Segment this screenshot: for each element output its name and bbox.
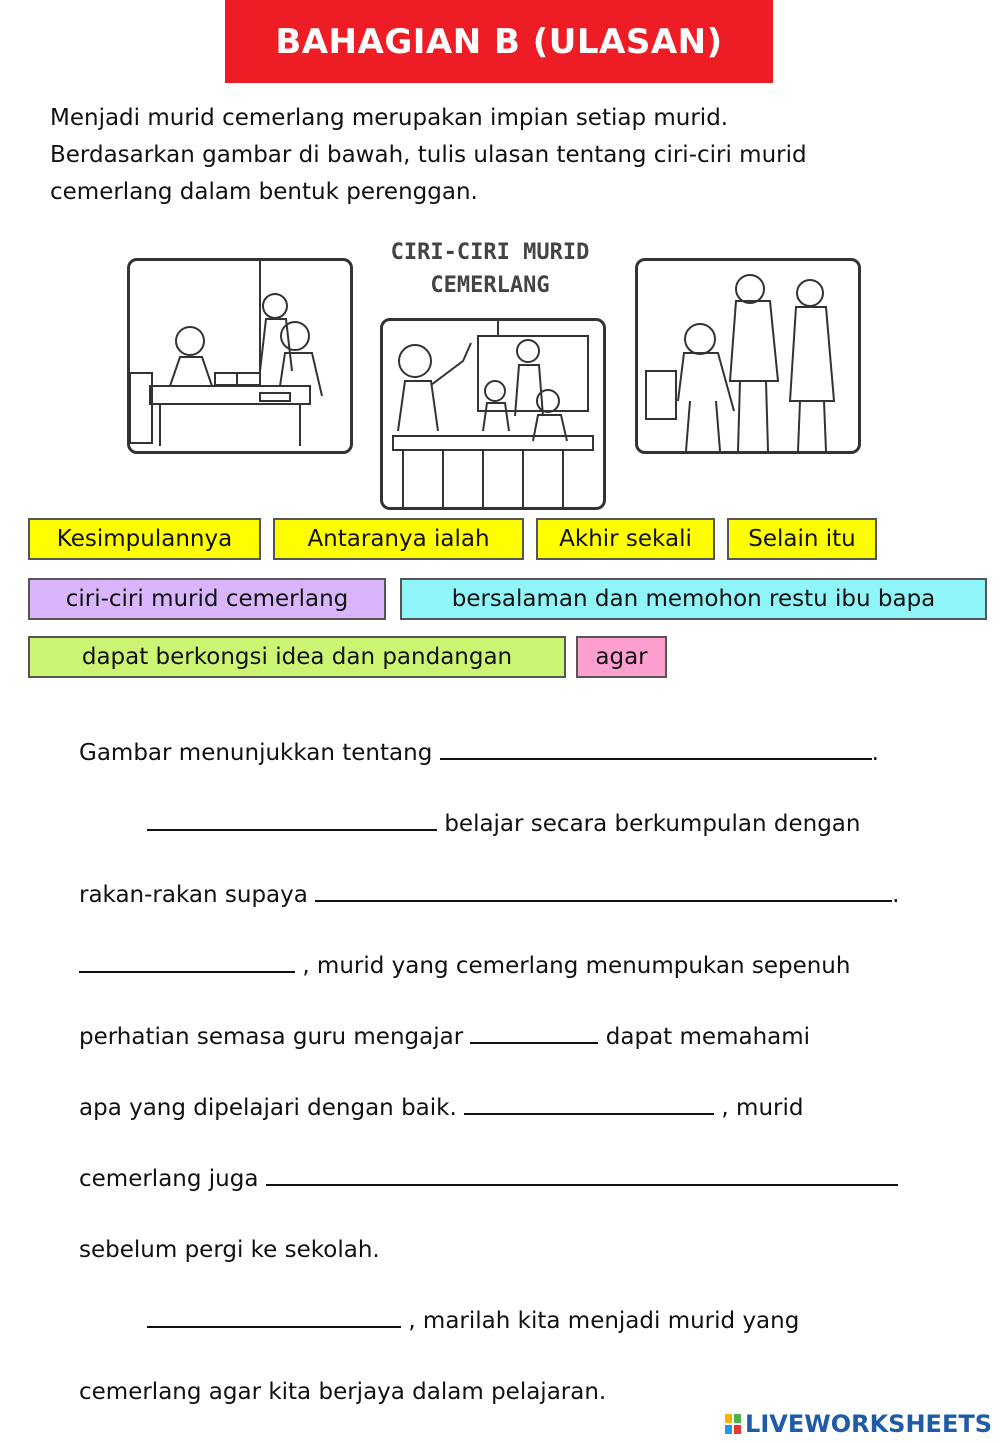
answer-blank-5[interactable] xyxy=(470,1022,598,1044)
caption-line: CEMERLANG xyxy=(430,273,550,298)
title-banner xyxy=(225,0,773,83)
passage-line-10 xyxy=(79,1377,949,1407)
word-chip-selain-itu[interactable]: Selain itu xyxy=(727,518,877,560)
picture-caption xyxy=(380,236,600,302)
liveworksheets-logo xyxy=(725,1410,992,1438)
passage-line-6 xyxy=(79,1093,949,1123)
word-chip-akhir-sekali[interactable]: Akhir sekali xyxy=(536,518,715,560)
passage-text: sebelum pergi ke sekolah. xyxy=(79,1237,380,1263)
instruction-line: Menjadi murid cemerlang merupakan impian setiap murid. xyxy=(50,105,729,131)
passage-text: belajar secara berkumpulan dengan xyxy=(444,811,861,837)
passage-line-7 xyxy=(79,1164,949,1194)
answer-blank-2[interactable] xyxy=(147,809,437,831)
logo-blocks-icon xyxy=(725,1414,741,1434)
passage-text: cemerlang juga xyxy=(79,1166,259,1192)
passage-line-4 xyxy=(79,951,949,981)
passage-text: Gambar menunjukkan tentang xyxy=(79,740,433,766)
group-study-illustration xyxy=(127,258,353,454)
answer-blank-6[interactable] xyxy=(464,1093,714,1115)
page-title: BAHAGIAN B (ULASAN) xyxy=(275,21,723,62)
passage-text: perhatian semasa guru mengajar xyxy=(79,1024,464,1050)
passage-text: apa yang dipelajari dengan baik. xyxy=(79,1095,457,1121)
word-chip-bersalaman[interactable]: bersalaman dan memohon restu ibu bapa xyxy=(400,578,987,620)
caption-line: CIRI-CIRI MURID xyxy=(390,240,590,265)
answer-blank-3[interactable] xyxy=(315,880,892,902)
answer-blank-7[interactable] xyxy=(266,1164,898,1186)
passage-line-1 xyxy=(79,738,949,768)
word-chip-berkongsi-idea[interactable]: dapat berkongsi idea dan pandangan xyxy=(28,636,566,678)
passage-text: cemerlang agar kita berjaya dalam pelajaran. xyxy=(79,1379,607,1405)
passage-text: rakan-rakan supaya xyxy=(79,882,308,908)
passage-text: . xyxy=(871,740,879,766)
greeting-parents-illustration xyxy=(635,258,861,454)
answer-blank-8[interactable] xyxy=(147,1306,401,1328)
instruction-line: cemerlang dalam bentuk perenggan. xyxy=(50,179,478,205)
passage-line-8 xyxy=(79,1235,949,1265)
passage-line-9 xyxy=(79,1306,1000,1336)
brand-name: LIVEWORKSHEETS xyxy=(745,1410,992,1438)
passage-text: , murid xyxy=(721,1095,804,1121)
instructions xyxy=(50,100,970,211)
passage-line-5 xyxy=(79,1022,949,1052)
passage-line-3 xyxy=(79,880,949,910)
passage-text: . xyxy=(892,882,900,908)
passage-text: , murid yang cemerlang menumpukan sepenuh xyxy=(302,953,851,979)
answer-blank-1[interactable] xyxy=(440,738,872,760)
answer-blank-4[interactable] xyxy=(79,951,295,973)
word-chip-ciri-ciri-murid-cemerlang[interactable]: ciri-ciri murid cemerlang xyxy=(28,578,386,620)
classroom-illustration xyxy=(380,318,606,510)
passage-line-2 xyxy=(79,809,1000,839)
word-chip-kesimpulannya[interactable]: Kesimpulannya xyxy=(28,518,261,560)
passage-text: , marilah kita menjadi murid yang xyxy=(408,1308,800,1334)
word-chip-agar[interactable]: agar xyxy=(576,636,667,678)
word-chip-antaranya-ialah[interactable]: Antaranya ialah xyxy=(273,518,524,560)
passage-text: dapat memahami xyxy=(605,1024,811,1050)
instruction-line: Berdasarkan gambar di bawah, tulis ulasan tentang ciri-ciri murid xyxy=(50,142,807,168)
